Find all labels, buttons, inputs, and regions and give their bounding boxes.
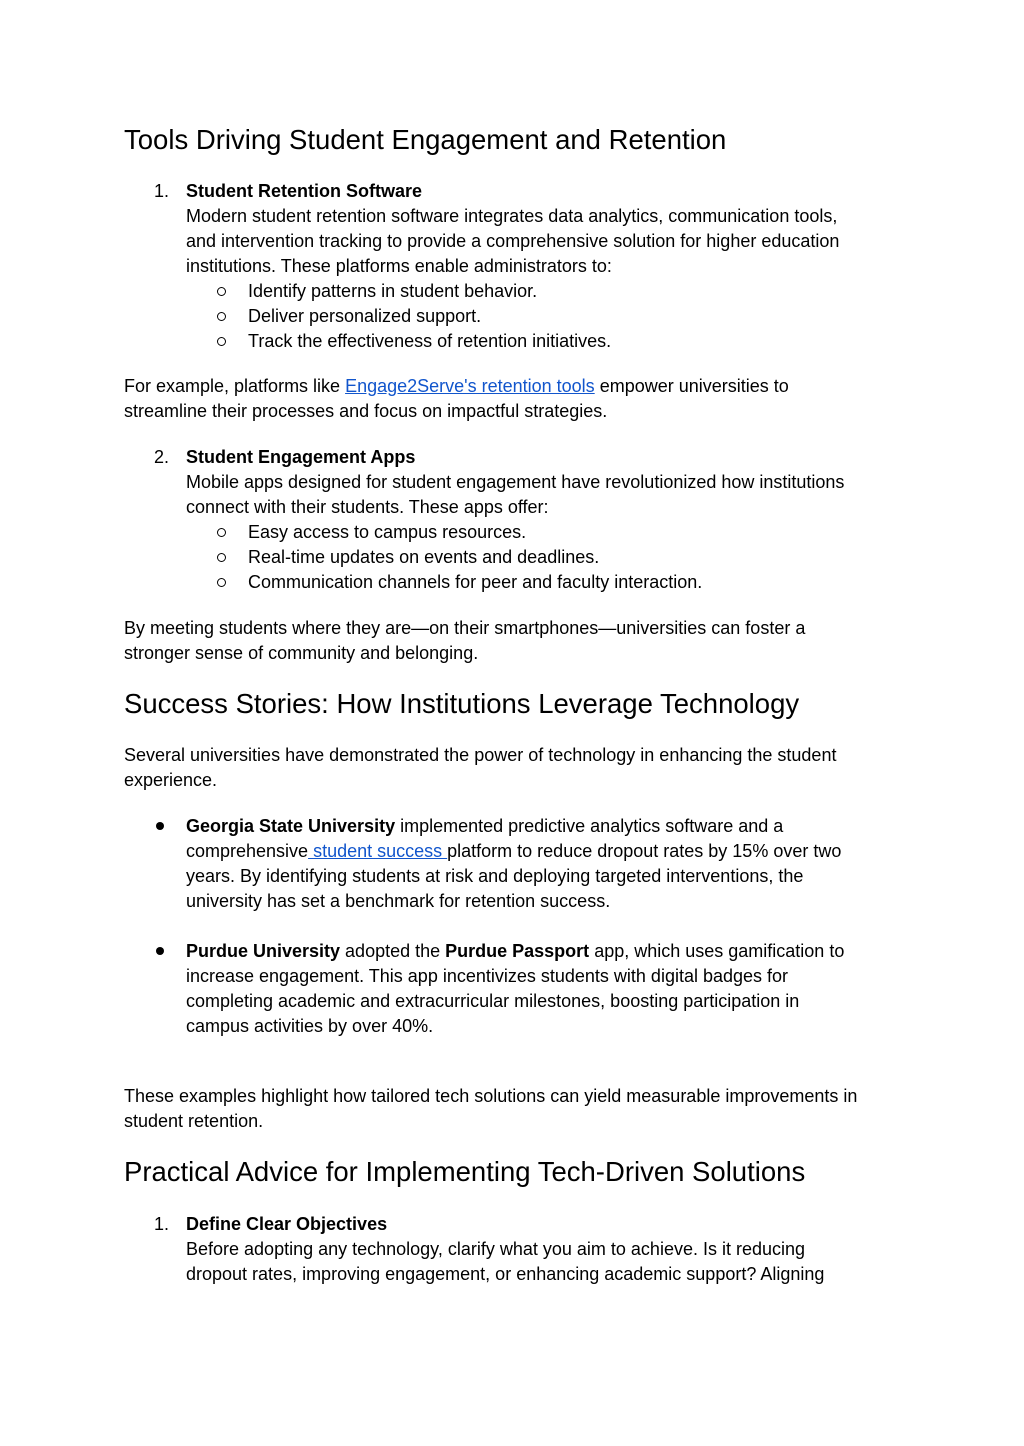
paragraph-line: For example, platforms like Engage2Serve's retention tools empower universities to [124, 376, 789, 396]
list-item: Deliver personalized support. [248, 306, 482, 326]
bullet-icon [156, 947, 164, 955]
paragraph-line: streamline their processes and focus on impactful strategies. [124, 401, 608, 421]
list-item-title: Student Engagement Apps [186, 447, 416, 467]
circle-bullet-icon [217, 578, 226, 587]
section-heading-tools: Tools Driving Student Engagement and Retention [124, 124, 727, 155]
paragraph-line: and intervention tracking to provide a comprehensive solution for higher education [186, 231, 840, 251]
bullet-icon [156, 822, 164, 830]
paragraph-line: institutions. These platforms enable administrators to: [186, 256, 612, 276]
paragraph-line: Modern student retention software integrates data analytics, communication tools, [186, 206, 838, 226]
paragraph-line: comprehensive student success platform to reduce dropout rates by 15% over two [186, 841, 842, 861]
list-item-title: Define Clear Objectives [186, 1214, 388, 1234]
circle-bullet-icon [217, 528, 226, 537]
list-item: Real-time updates on events and deadlines. [248, 547, 600, 567]
paragraph-line: Mobile apps designed for student engagement have revolutionized how institutions [186, 472, 845, 492]
circle-bullet-icon [217, 312, 226, 321]
paragraph-line: dropout rates, improving engagement, or enhancing academic support? Aligning [186, 1264, 825, 1284]
list-number: 1. [154, 1214, 170, 1234]
circle-bullet-icon [217, 287, 226, 296]
list-item: Easy access to campus resources. [248, 522, 527, 542]
paragraph-line: years. By identifying students at risk and deploying targeted interventions, the [186, 866, 804, 886]
paragraph-line: university has set a benchmark for retention success. [186, 891, 611, 911]
paragraph-line: Several universities have demonstrated the power of technology in enhancing the student [124, 745, 837, 765]
paragraph-line: completing academic and extracurricular milestones, boosting participation in [186, 991, 800, 1011]
paragraph-line: connect with their students. These apps offer: [186, 497, 549, 517]
paragraph-line: stronger sense of community and belonging. [124, 643, 479, 663]
engage2serve-link[interactable]: Engage2Serve's retention tools [345, 376, 595, 396]
paragraph-line: Georgia State University implemented predictive analytics software and a [186, 816, 784, 836]
list-item: Communication channels for peer and faculty interaction. [248, 572, 703, 592]
paragraph-line: By meeting students where they are—on their smartphones—universities can foster a [124, 618, 806, 638]
paragraph-line: These examples highlight how tailored tech solutions can yield measurable improvements in [124, 1086, 858, 1106]
circle-bullet-icon [217, 553, 226, 562]
paragraph-line: student retention. [124, 1111, 264, 1131]
section-heading-success: Success Stories: How Institutions Leverage Technology [124, 688, 800, 719]
list-item: Track the effectiveness of retention initiatives. [248, 331, 612, 351]
student-success-link[interactable]: student success [308, 841, 448, 861]
list-item: Identify patterns in student behavior. [248, 281, 538, 301]
section-heading-practical: Practical Advice for Implementing Tech-Driven Solutions [124, 1156, 806, 1187]
circle-bullet-icon [217, 337, 226, 346]
paragraph-line: increase engagement. This app incentivizes students with digital badges for [186, 966, 789, 986]
list-item-title: Student Retention Software [186, 181, 423, 201]
paragraph-line: experience. [124, 770, 218, 790]
paragraph-line: Before adopting any technology, clarify what you aim to achieve. Is it reducing [186, 1239, 806, 1259]
list-number: 1. [154, 181, 170, 201]
paragraph-line: Purdue University adopted the Purdue Passport app, which uses gamification to [186, 941, 845, 961]
paragraph-line: campus activities by over 40%. [186, 1016, 434, 1036]
list-number: 2. [154, 447, 170, 467]
